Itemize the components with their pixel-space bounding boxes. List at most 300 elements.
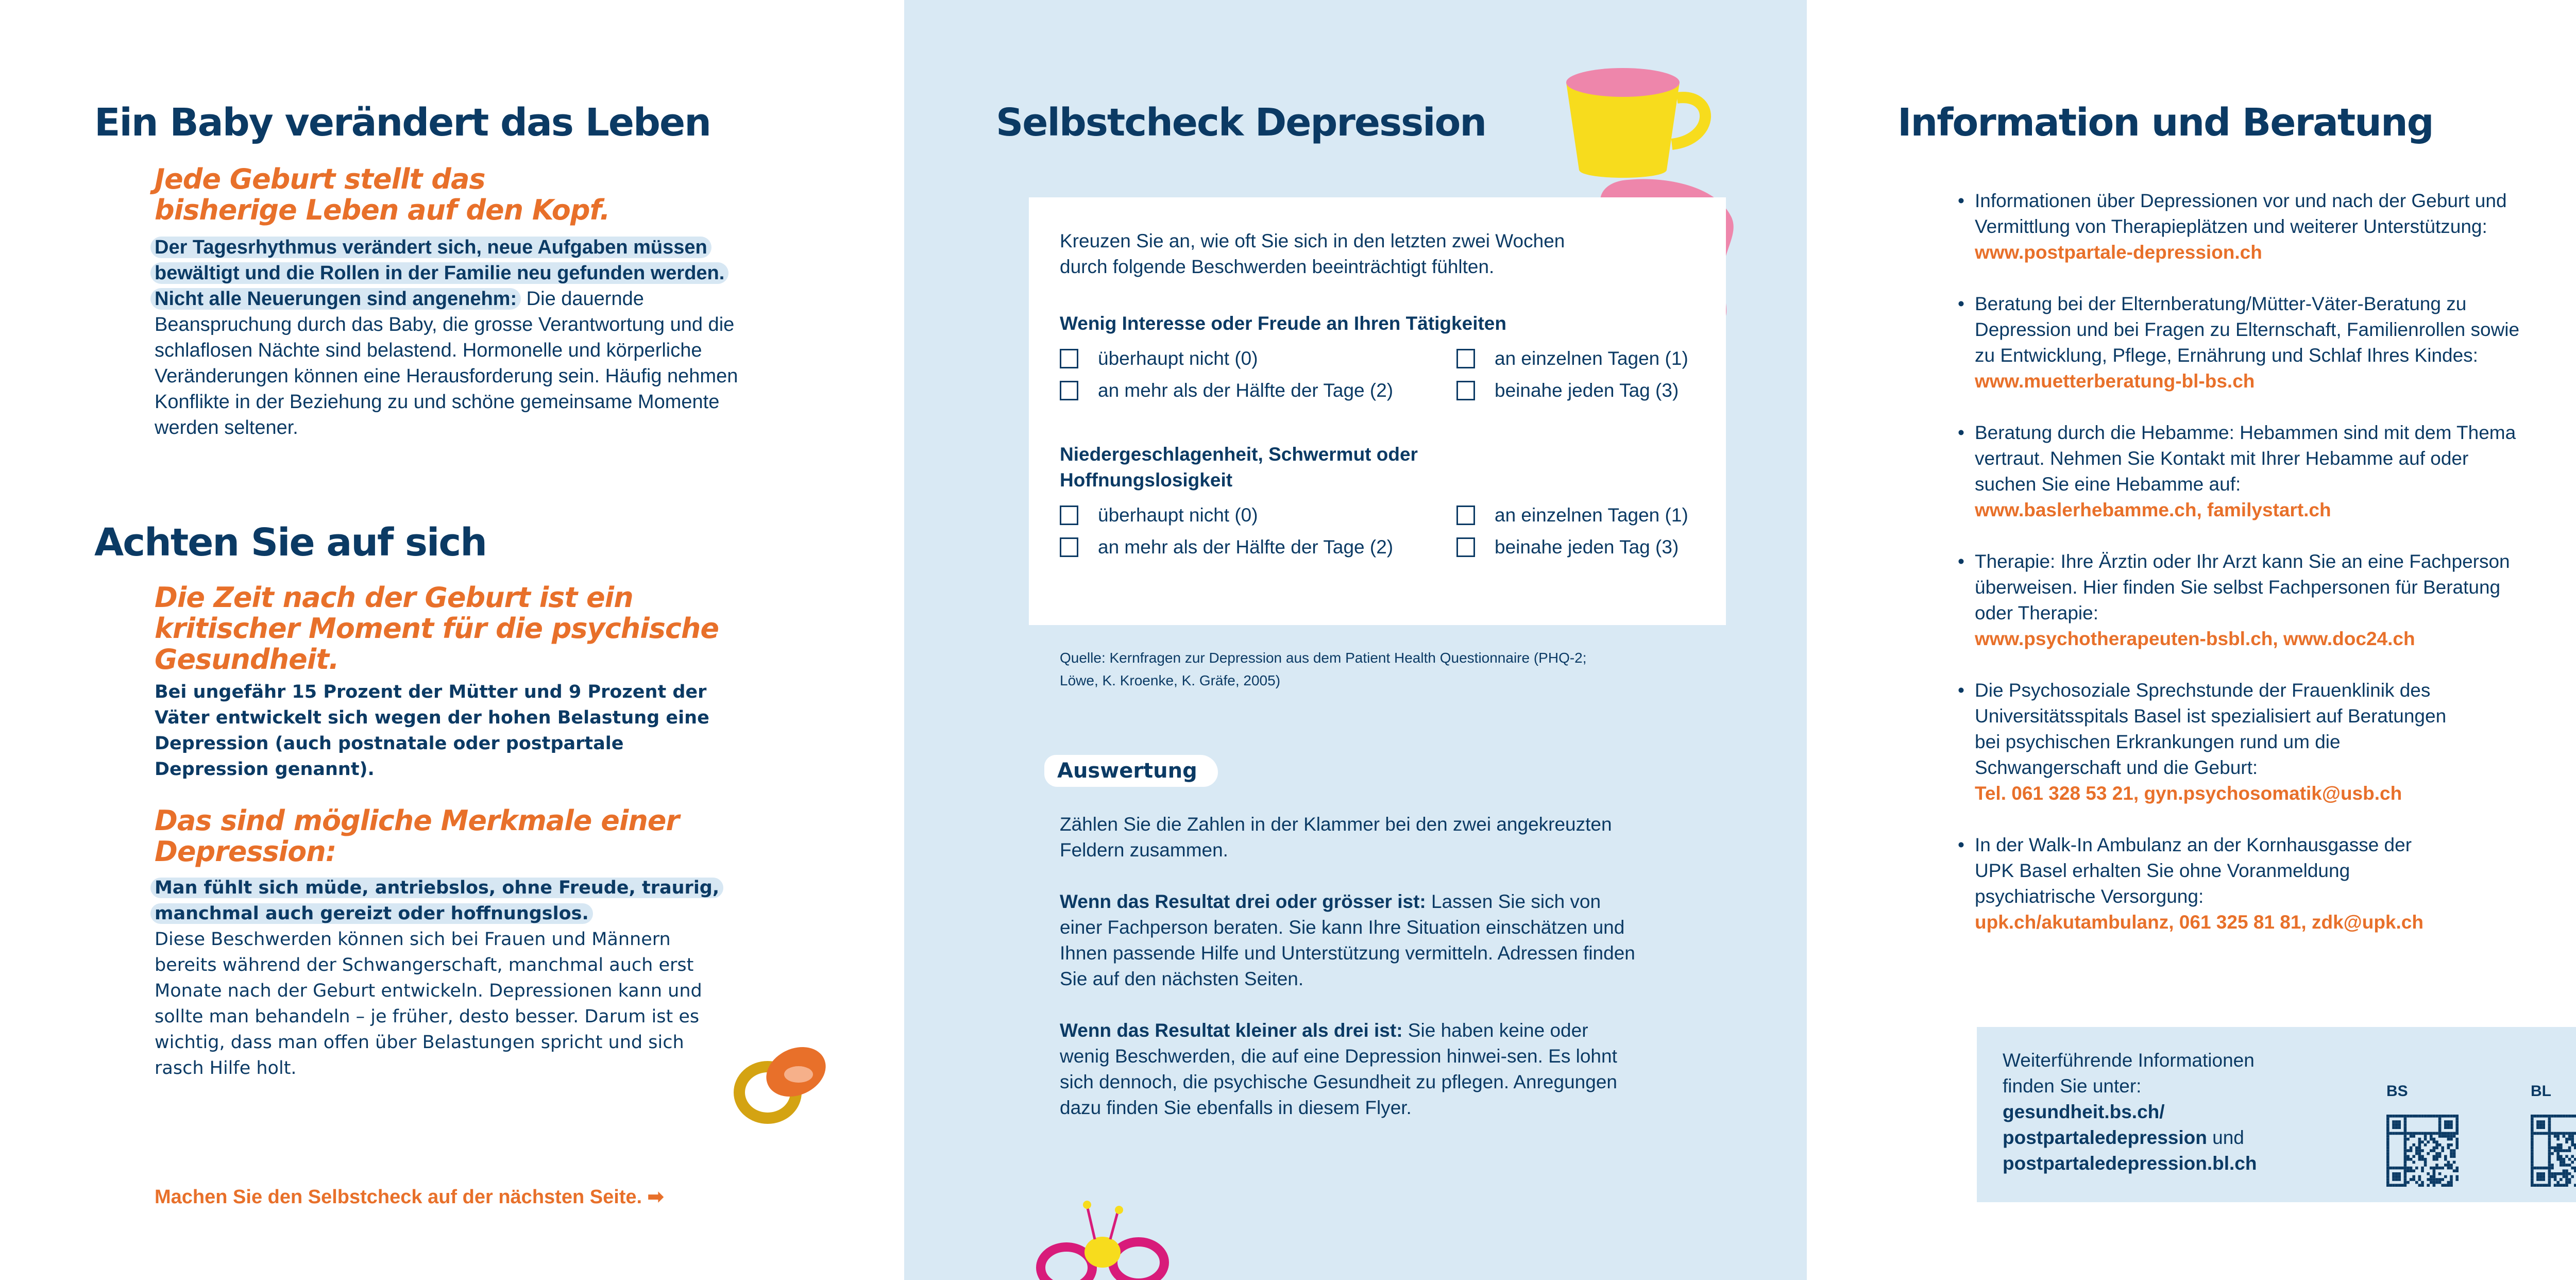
qr-module (2435, 1140, 2438, 1143)
option-label: überhaupt nicht (0) (1098, 504, 1258, 526)
qr-label: BS (2386, 1083, 2408, 1100)
qr-module (2542, 1132, 2545, 1135)
qr-module (2386, 1158, 2389, 1161)
qr-module (2438, 1126, 2442, 1129)
qr-module (2386, 1149, 2389, 1152)
qr-module (2560, 1178, 2563, 1181)
qr-module (2565, 1175, 2568, 1178)
qr-module (2450, 1143, 2453, 1147)
qr-module (2565, 1184, 2568, 1187)
qr-module (2574, 1143, 2576, 1147)
qr-module (2386, 1181, 2389, 1184)
qr-module (2386, 1172, 2389, 1175)
qr-module (2418, 1178, 2421, 1181)
qr-module (2435, 1158, 2438, 1161)
qr-module (2386, 1126, 2389, 1129)
qr-module (2386, 1140, 2389, 1143)
checkbox-q2-0[interactable] (1060, 504, 1456, 526)
qr-module (2430, 1175, 2433, 1178)
qr-module (2392, 1123, 2395, 1126)
qr-module (2386, 1118, 2389, 1121)
qr-module (2427, 1184, 2430, 1187)
qr-module (2410, 1169, 2413, 1172)
qr-module (2539, 1120, 2543, 1123)
qr-module (2421, 1169, 2424, 1172)
checkbox-q1-1[interactable] (1456, 348, 1695, 369)
qr-module (2404, 1118, 2407, 1121)
further-info-box (1977, 1027, 2576, 1202)
section-title: Achten Sie auf sich (94, 520, 486, 565)
qr-module (2386, 1120, 2389, 1123)
paragraph-text: Sie haben keine oder wenig Beschwerden, die auf eine Depression hinwei-sen. Es lohnt sich dennoch, die psychische Gesundheit zu pflegen. Anregungen dazu finden Sie ebenfalls in diesem Flyer. (1060, 1020, 1617, 1118)
qr-module (2548, 1178, 2551, 1181)
qr-module (2447, 1132, 2450, 1135)
checkbox-icon[interactable] (1456, 506, 1475, 525)
qr-module (2571, 1161, 2574, 1164)
paragraph-text: Diese Beschwerden können sich bei Frauen und Männern bereits während der Schwangerschaft, manchmal auch erst Monate nach der Geburt entwickeln. Depressionen kann und sollte man behandeln – je früher, desto besser. Darum ist es wichtig, dass man offen über Belastungen spricht und sich rasch Hilfe holt. (155, 929, 702, 1079)
qr-module (2433, 1115, 2436, 1118)
qr-module (2435, 1155, 2438, 1158)
qr-module (2410, 1132, 2413, 1135)
arrow-right-icon: ➡ (647, 1186, 664, 1208)
qr-module (2386, 1161, 2389, 1164)
qr-module (2548, 1147, 2551, 1150)
qr-module (2536, 1123, 2539, 1126)
link-bl[interactable]: postpartaledepression.bl.ch (2003, 1153, 2257, 1174)
qr-module (2418, 1147, 2421, 1150)
qr-module (2455, 1129, 2459, 1132)
qr-module (2565, 1149, 2568, 1152)
qr-module (2556, 1184, 2560, 1187)
qr-module (2404, 1152, 2407, 1155)
qr-module (2421, 1132, 2424, 1135)
qr-module (2554, 1149, 2557, 1152)
qr-module (2386, 1164, 2389, 1167)
qr-module (2548, 1175, 2551, 1178)
qr-module (2554, 1184, 2557, 1187)
qr-module (2433, 1172, 2436, 1175)
qr-module (2551, 1115, 2554, 1118)
qr-module (2453, 1115, 2456, 1118)
qr-module (2386, 1123, 2389, 1126)
qr-module (2556, 1143, 2560, 1147)
qr-module (2441, 1132, 2444, 1135)
qr-module (2531, 1161, 2534, 1164)
qr-module (2531, 1138, 2534, 1141)
qr-module (2447, 1138, 2450, 1141)
qr-module (2563, 1132, 2566, 1135)
bug-illustration-icon (1036, 1195, 1175, 1280)
qr-module (2536, 1132, 2539, 1135)
qr-module (2438, 1167, 2442, 1170)
qr-label: BL (2531, 1083, 2551, 1100)
qr-module (2404, 1158, 2407, 1161)
qr-module (2455, 1123, 2459, 1126)
qr-module (2574, 1158, 2576, 1161)
qr-module (2574, 1132, 2576, 1135)
list-item (1958, 420, 2524, 523)
qr-module (2563, 1172, 2566, 1175)
qr-module (2433, 1181, 2436, 1184)
qr-module (2539, 1175, 2543, 1178)
resource-link[interactable]: Tel. 061 328 53 21, gyn.psychosomatik@usb.ch (1975, 783, 2402, 804)
qr-module (2386, 1132, 2389, 1135)
qr-module (2410, 1147, 2413, 1150)
statistics-paragraph: Bei ungefähr 15 Prozent der Mütter und 9 Prozent der Väter entwickelt sich wegen der hohen Belastung eine Depression (auch postnatale oder postpartale Depression genannt). (155, 682, 709, 780)
qr-module (2438, 1120, 2442, 1123)
qr-module (2536, 1167, 2539, 1170)
qr-module (2531, 1164, 2534, 1167)
selfcheck-title: Selbstcheck Depression (996, 100, 1486, 145)
qr-module (2389, 1115, 2393, 1118)
qr-module (2560, 1161, 2563, 1164)
evaluation-heading: Auswertung (1044, 755, 1218, 787)
qr-module (2406, 1158, 2410, 1161)
checkbox-q1-3[interactable] (1456, 380, 1695, 401)
option-label: an mehr als der Hälfte der Tage (2) (1098, 380, 1394, 401)
subtitle: Jede Geburt stellt das bisherige Leben auf den Kopf. (155, 163, 610, 226)
selfcheck-link[interactable] (155, 1185, 664, 1208)
qr-module (2386, 1129, 2389, 1132)
qr-module (2444, 1158, 2447, 1161)
link-bs[interactable]: gesundheit.bs.ch/ postpartaledepression (2003, 1101, 2207, 1148)
qr-module (2531, 1178, 2534, 1181)
resource-link[interactable]: upk.ch/akutambulanz, 061 325 81 81, zdk@upk.ch (1975, 912, 2424, 933)
qr-module (2398, 1120, 2401, 1123)
qr-module (2539, 1167, 2543, 1170)
qr-module (2395, 1123, 2398, 1126)
qr-module (2574, 1147, 2576, 1150)
qr-module (2424, 1135, 2427, 1138)
qr-module (2568, 1135, 2571, 1138)
qr-module (2450, 1164, 2453, 1167)
qr-module (2395, 1132, 2398, 1135)
qr-module (2545, 1132, 2548, 1135)
resource-link[interactable]: www.psychotherapeuten-bsbl.ch, www.doc24.ch (1975, 628, 2415, 649)
qr-module (2560, 1158, 2563, 1161)
qr-module (2433, 1175, 2436, 1178)
qr-module (2551, 1152, 2554, 1155)
qr-module (2421, 1167, 2424, 1170)
qr-module (2424, 1132, 2427, 1135)
qr-module (2548, 1135, 2551, 1138)
qr-module (2548, 1140, 2551, 1143)
qr-module (2563, 1184, 2566, 1187)
qr-module (2554, 1172, 2557, 1175)
qr-module (2568, 1172, 2571, 1175)
conjunction: und (2207, 1127, 2244, 1148)
qr-module (2424, 1161, 2427, 1164)
qr-module (2447, 1161, 2450, 1164)
resource-link[interactable]: www.postpartale-depression.ch (1975, 242, 2262, 263)
option-label: beinahe jeden Tag (3) (1495, 536, 1679, 558)
qr-module (2531, 1135, 2534, 1138)
qr-module (2438, 1155, 2442, 1158)
qr-module (2548, 1164, 2551, 1167)
qr-module (2560, 1149, 2563, 1152)
qr-module (2415, 1147, 2418, 1150)
qr-module (2410, 1178, 2413, 1181)
qr-module (2453, 1169, 2456, 1172)
checkbox-icon[interactable] (1060, 506, 1078, 525)
qr-module (2444, 1115, 2447, 1118)
qr-module (2389, 1184, 2393, 1187)
qr-module (2531, 1115, 2534, 1118)
qr-module (2568, 1147, 2571, 1150)
qr-module (2536, 1172, 2539, 1175)
option-label: an mehr als der Hälfte der Tage (2) (1098, 536, 1394, 558)
qr-code-icon (2386, 1115, 2459, 1187)
qr-module (2398, 1175, 2401, 1178)
qr-module (2560, 1115, 2563, 1118)
qr-module (2556, 1155, 2560, 1158)
checkbox-icon[interactable] (1456, 381, 1475, 400)
question-1-label: Wenig Interesse oder Freude an Ihren Tätigkeiten (1060, 313, 1506, 334)
qr-bs[interactable] (2386, 1079, 2459, 1187)
qr-module (2415, 1167, 2418, 1170)
qr-module (2447, 1167, 2450, 1170)
checkbox-q2-2[interactable] (1060, 536, 1456, 558)
qr-module (2453, 1161, 2456, 1164)
qr-module (2565, 1138, 2568, 1141)
qr-module (2418, 1138, 2421, 1141)
qr-module (2450, 1135, 2453, 1138)
qr-module (2565, 1169, 2568, 1172)
qr-module (2531, 1120, 2534, 1123)
qr-module (2406, 1132, 2410, 1135)
qr-module (2444, 1126, 2447, 1129)
qr-module (2415, 1132, 2418, 1135)
qr-module (2450, 1132, 2453, 1135)
qr-module (2438, 1172, 2442, 1175)
qr-module (2554, 1132, 2557, 1135)
page-title: Ein Baby verändert das Leben (94, 100, 710, 145)
qr-module (2450, 1178, 2453, 1181)
qr-module (2447, 1164, 2450, 1167)
qr-module (2548, 1172, 2551, 1175)
qr-module (2430, 1167, 2433, 1170)
qr-module (2386, 1143, 2389, 1147)
qr-module (2404, 1135, 2407, 1138)
evaluation-high (1060, 889, 1642, 992)
qr-module (2560, 1143, 2563, 1147)
qr-module (2415, 1152, 2418, 1155)
qr-module (2433, 1138, 2436, 1141)
qr-module (2539, 1123, 2543, 1126)
source-citation: Quelle: Kernfragen zur Depression aus dem Patient Health Questionnaire (PHQ-2; Löwe, K. Kroenke, K. Gräfe, 2005) (1060, 650, 1587, 688)
qr-module (2435, 1152, 2438, 1155)
qr-module (2554, 1147, 2557, 1150)
qr-module (2404, 1172, 2407, 1175)
qr-module (2560, 1184, 2563, 1187)
qr-module (2404, 1178, 2407, 1181)
qr-module (2531, 1143, 2534, 1147)
qr-module (2565, 1172, 2568, 1175)
qr-module (2568, 1138, 2571, 1141)
qr-module (2392, 1115, 2395, 1118)
qr-module (2433, 1184, 2436, 1187)
qr-module (2427, 1152, 2430, 1155)
qr-module (2548, 1138, 2551, 1141)
qr-module (2551, 1167, 2554, 1170)
qr-module (2450, 1167, 2453, 1170)
qr-module (2455, 1147, 2459, 1150)
checkbox-icon[interactable] (1456, 537, 1475, 557)
qr-module (2548, 1181, 2551, 1184)
qr-module (2447, 1123, 2450, 1126)
qr-module (2386, 1115, 2389, 1118)
qr-module (2548, 1143, 2551, 1147)
checkbox-q1-2[interactable] (1060, 380, 1456, 401)
qr-module (2418, 1140, 2421, 1143)
qr-module (2386, 1147, 2389, 1150)
qr-module (2404, 1161, 2407, 1164)
qr-module (2410, 1149, 2413, 1152)
qr-module (2404, 1184, 2407, 1187)
qr-module (2433, 1140, 2436, 1143)
qr-module (2556, 1132, 2560, 1135)
qr-module (2560, 1155, 2563, 1158)
qr-module (2404, 1147, 2407, 1150)
qr-module (2398, 1115, 2401, 1118)
qr-module (2455, 1140, 2459, 1143)
qr-module (2568, 1132, 2571, 1135)
qr-module (2539, 1178, 2543, 1181)
qr-module (2571, 1155, 2574, 1158)
qr-module (2455, 1118, 2459, 1121)
qr-module (2392, 1178, 2395, 1181)
qr-module (2556, 1152, 2560, 1155)
qr-module (2415, 1149, 2418, 1152)
qr-module (2531, 1132, 2534, 1135)
qr-module (2398, 1167, 2401, 1170)
qr-module (2418, 1149, 2421, 1152)
resource-link[interactable]: www.baslerhebamme.ch, familystart.ch (1975, 499, 2331, 520)
qr-module (2531, 1181, 2534, 1184)
qr-module (2531, 1147, 2534, 1150)
panel-left (0, 0, 904, 1280)
qr-module (2424, 1115, 2427, 1118)
qr-module (2398, 1132, 2401, 1135)
qr-module (2565, 1132, 2568, 1135)
qr-module (2545, 1167, 2548, 1170)
qr-module (2548, 1118, 2551, 1121)
qr-module (2551, 1175, 2554, 1178)
qr-module (2455, 1169, 2459, 1172)
option-label: an einzelnen Tagen (1) (1495, 348, 1688, 369)
qr-module (2418, 1175, 2421, 1178)
qr-module (2536, 1184, 2539, 1187)
qr-module (2441, 1149, 2444, 1152)
qr-module (2444, 1120, 2447, 1123)
qr-module (2548, 1155, 2551, 1158)
qr-module (2404, 1126, 2407, 1129)
qr-module (2447, 1135, 2450, 1138)
qr-module (2542, 1178, 2545, 1181)
qr-module (2427, 1115, 2430, 1118)
qr-module (2410, 1115, 2413, 1118)
qr-module (2418, 1184, 2421, 1187)
qr-module (2435, 1143, 2438, 1147)
qr-module (2453, 1132, 2456, 1135)
qr-module (2412, 1135, 2415, 1138)
qr-module (2406, 1138, 2410, 1141)
qr-module (2404, 1115, 2407, 1118)
subtitle: Das sind mögliche Merkmale einer Depression: (155, 804, 680, 868)
intro-paragraph (155, 234, 742, 441)
qr-module (2438, 1129, 2442, 1132)
further-info-text (2003, 1048, 2291, 1176)
qr-module (2435, 1181, 2438, 1184)
paragraph-text: Die dauernde Beanspruchung durch das Baby, die grosse Verantwortung und die schlaflosen Nächte sind belastend. Hormonelle und körperliche Veränderungen können eine Herausforderung sein. Häufig nehmen Konflikte in der Beziehung zu und schöne gemeinsame Momente werden seltener. (155, 288, 738, 439)
qr-module (2571, 1138, 2574, 1141)
evaluation-intro: Zählen Sie die Zahlen in der Klammer bei den zwei angekreuzten Feldern zusammen. (1060, 814, 1612, 861)
checkbox-icon[interactable] (1060, 349, 1078, 368)
qr-module (2574, 1169, 2576, 1172)
qr-module (2560, 1147, 2563, 1150)
qr-module (2531, 1118, 2534, 1121)
qr-module (2395, 1178, 2398, 1181)
checkbox-icon[interactable] (1060, 537, 1078, 557)
qr-module (2404, 1169, 2407, 1172)
qr-module (2410, 1158, 2413, 1161)
qr-module (2568, 1149, 2571, 1152)
checkbox-q1-0[interactable] (1060, 348, 1456, 369)
qr-module (2450, 1126, 2453, 1129)
qr-module (2450, 1155, 2453, 1158)
qr-module (2395, 1126, 2398, 1129)
instructions: Kreuzen Sie an, wie oft Sie sich in den letzten zwei Wochen durch folgende Beschwerden beeinträchtigt fühlten. (1060, 230, 1565, 277)
qr-module (2447, 1143, 2450, 1147)
qr-module (2554, 1135, 2557, 1138)
qr-module (2441, 1135, 2444, 1138)
qr-module (2450, 1123, 2453, 1126)
qr-module (2386, 1184, 2389, 1187)
qr-module (2565, 1155, 2568, 1158)
qr-module (2531, 1126, 2534, 1129)
qr-module (2568, 1181, 2571, 1184)
checkbox-q2-1[interactable] (1456, 504, 1695, 526)
qr-module (2424, 1158, 2427, 1161)
qr-module (2534, 1184, 2537, 1187)
checkbox-q2-3[interactable] (1456, 536, 1695, 558)
qr-module (2444, 1123, 2447, 1126)
qr-module (2412, 1143, 2415, 1147)
qr-module (2412, 1169, 2415, 1172)
qr-module (2539, 1172, 2543, 1175)
qr-module (2560, 1172, 2563, 1175)
qr-module (2542, 1172, 2545, 1175)
qr-module (2542, 1120, 2545, 1123)
highlighted-text: Man fühlt sich müde, antriebslos, ohne Freude, traurig, manchmal auch gereizt oder hoffnungslos. (150, 878, 723, 924)
qr-module (2548, 1120, 2551, 1123)
qr-module (2386, 1152, 2389, 1155)
qr-bl[interactable] (2531, 1079, 2576, 1187)
qr-module (2534, 1167, 2537, 1170)
qr-module (2536, 1115, 2539, 1118)
resource-link[interactable]: www.muetterberatung-bl-bs.ch (1975, 370, 2255, 392)
qr-module (2406, 1169, 2410, 1172)
qr-module (2404, 1155, 2407, 1158)
qr-module (2568, 1158, 2571, 1161)
qr-module (2418, 1115, 2421, 1118)
qr-module (2453, 1152, 2456, 1155)
checkbox-icon[interactable] (1060, 381, 1078, 400)
qr-module (2395, 1184, 2398, 1187)
checkbox-icon[interactable] (1456, 349, 1475, 368)
qr-module (2441, 1147, 2444, 1150)
qr-module (2433, 1167, 2436, 1170)
